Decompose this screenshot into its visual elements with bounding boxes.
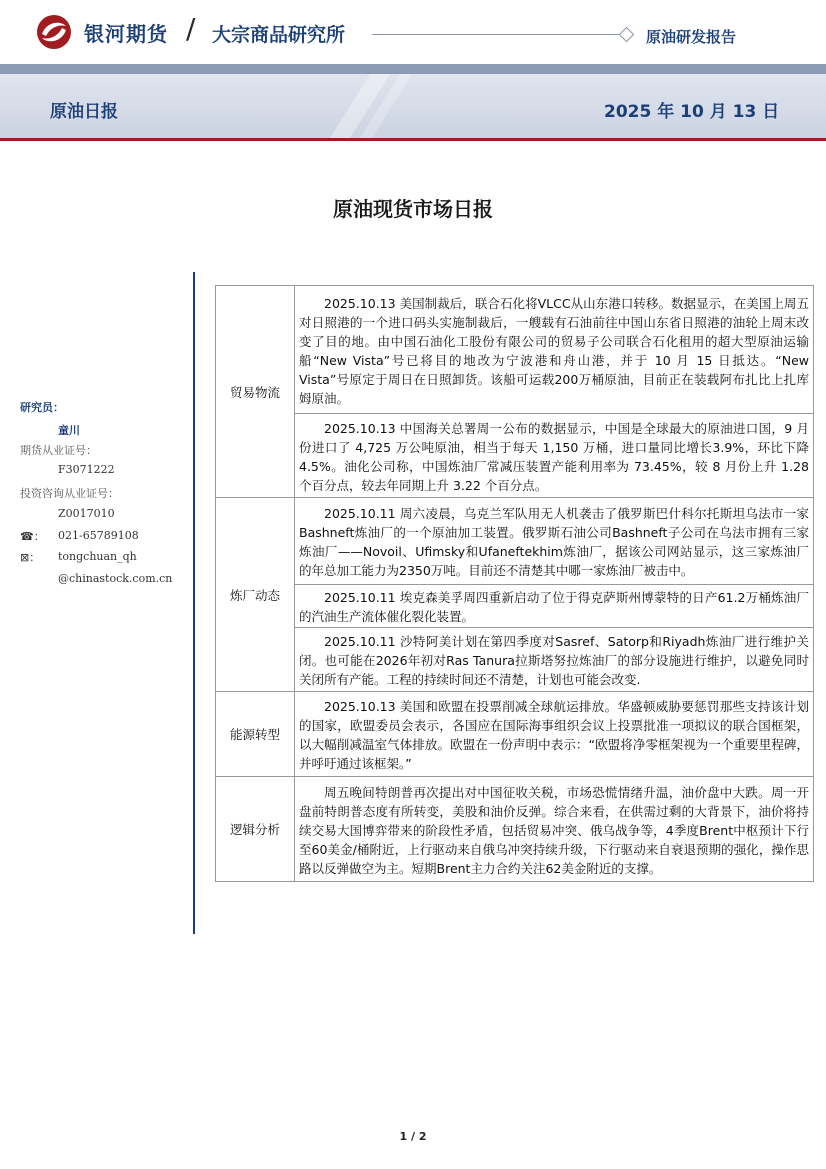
sidebar-divider [193,272,195,934]
email-line-2: @chinastock.com.cn [58,572,173,585]
category-trade-logistics: 贸易物流 [216,286,295,498]
email-icon: ⊠： [20,551,41,564]
table-row [216,286,814,414]
band-decoration-icon [320,74,440,138]
page-number: 1 / 2 [399,1130,427,1143]
report-type: 原油研发报告 [646,28,737,46]
table-row [216,777,814,882]
page-title: 原油现货市场日报 [333,197,493,221]
researcher-label: 研究员： [20,401,64,414]
email-line-1: tongchuan_qh [58,550,137,563]
phone-number: 021-65789108 [58,529,139,542]
company-name: 银河期货 [84,22,168,46]
entry-text: 2025.10.11 埃克森美孚周四重新启动了位于得克萨斯州博蒙特的日产61.2万桶炼油厂的汽油生产流体催化裂化装置。 [295,585,814,628]
table-row [216,585,814,628]
entry-text: 周五晚间特朗普再次提出对中国征收关税，市场恐慌情绪升温，油价盘中大跌。周一开盘前特朗普态度有所转变，美股和油价反弹。综合来看，在供需过剩的大背景下，油价将持续交易大国博弈带来的阶段性矛盾，包括贸易冲突、俄乌战争等，4季度Brent中枢预计下行至60美金/桶附近，上行驱动来自俄乌冲突持续升级，下行驱动来自衰退预期的强化，操作思路以反弹做空为主。短期Brent主力合约关注62美金附近的支撑。 [295,777,814,882]
entry-text: 2025.10.13 美国和欧盟在投票削减全球航运排放。华盛顿威胁要惩罚那些支持该计划的国家，欧盟委员会表示，各国应在国际海事组织会议上投票批准一项拟议的联合国框架，以大幅削减温室气体排放。欧盟在一份声明中表示：“欧盟将净零框架视为一个重要里程碑，并呼吁通过该框架。” [295,692,814,777]
company-logo-icon [36,14,72,50]
category-logic-analysis: 逻辑分析 [216,777,295,882]
table-row [216,498,814,585]
category-energy-transition: 能源转型 [216,692,295,777]
institute-name: 大宗商品研究所 [212,24,346,46]
phone-icon: ☎： [20,530,45,543]
header-rule [372,34,622,35]
report-date: 2025 年 10 月 13 日 [604,102,780,122]
table-row [216,414,814,498]
futures-cert-number: F3071222 [58,463,115,476]
table-row [216,628,814,692]
header-band-top [0,64,826,74]
table-row [216,692,814,777]
advisory-cert-number: Z0017010 [58,507,115,520]
news-table [215,285,814,882]
header-red-rule [0,138,826,141]
daily-report-name: 原油日报 [50,102,118,122]
advisory-cert-label: 投资咨询从业证号： [20,487,119,500]
entry-text: 2025.10.11 沙特阿美计划在第四季度对Sasref、Satorp和Riyadh炼油厂进行维护关闭。也可能在2026年初对Ras Tanura拉斯塔努拉炼油厂的部分设施进行维护，以避免同时关闭所有产能。工程的持续时间还不清楚，计划也可能会改变. [295,628,814,692]
entry-text: 2025.10.13 中国海关总署周一公布的数据显示，中国是全球最大的原油进口国，9 月份进口了 4,725 万公吨原油，相当于每天 1,150 万桶，进口量同比增长3.9%，环比下降4.5%。油化公司称，中国炼油厂常减压装置产能利用率为 73.45%，较 8 月份上升 1.28 个百分点，较去年同期上升 3.22 个百分点。 [295,414,814,498]
entry-text: 2025.10.11 周六凌晨，乌克兰军队用无人机袭击了俄罗斯巴什科尔托斯坦乌法市一家Bashneft炼油厂的一个原油加工装置。俄罗斯石油公司Bashneft子公司在乌法市拥有三家炼油厂——Novoil、Ufimsky和Ufaneftekhim炼油厂，据该公司网站显示，这三家炼油厂的年总加工能力为2350万吨。目前还不清楚其中哪一家炼油厂被击中。 [295,498,814,585]
futures-cert-label: 期货从业证号： [20,444,97,457]
researcher-name: 童川 [58,424,80,437]
header-divider: / [186,12,196,45]
diamond-icon [619,27,635,43]
entry-text: 2025.10.13 美国制裁后，联合石化将VLCC从山东港口转移。数据显示，在美国上周五对日照港的一个进口码头实施制裁后，一艘载有石油前往中国山东省日照港的油轮上周末改变了目的地。由中国石油化工股份有限公司的贸易子公司联合石化租用的超大型原油运输船“New Vista”号已将目的地改为宁波港和舟山港，并于 10 月 15 日抵达。“New Vista”号原定于周日在日照卸货。该船可运载200万桶原油，目前正在装载阿布扎比上扎库姆原油。 [295,286,814,414]
category-refinery-news: 炼厂动态 [216,498,295,692]
